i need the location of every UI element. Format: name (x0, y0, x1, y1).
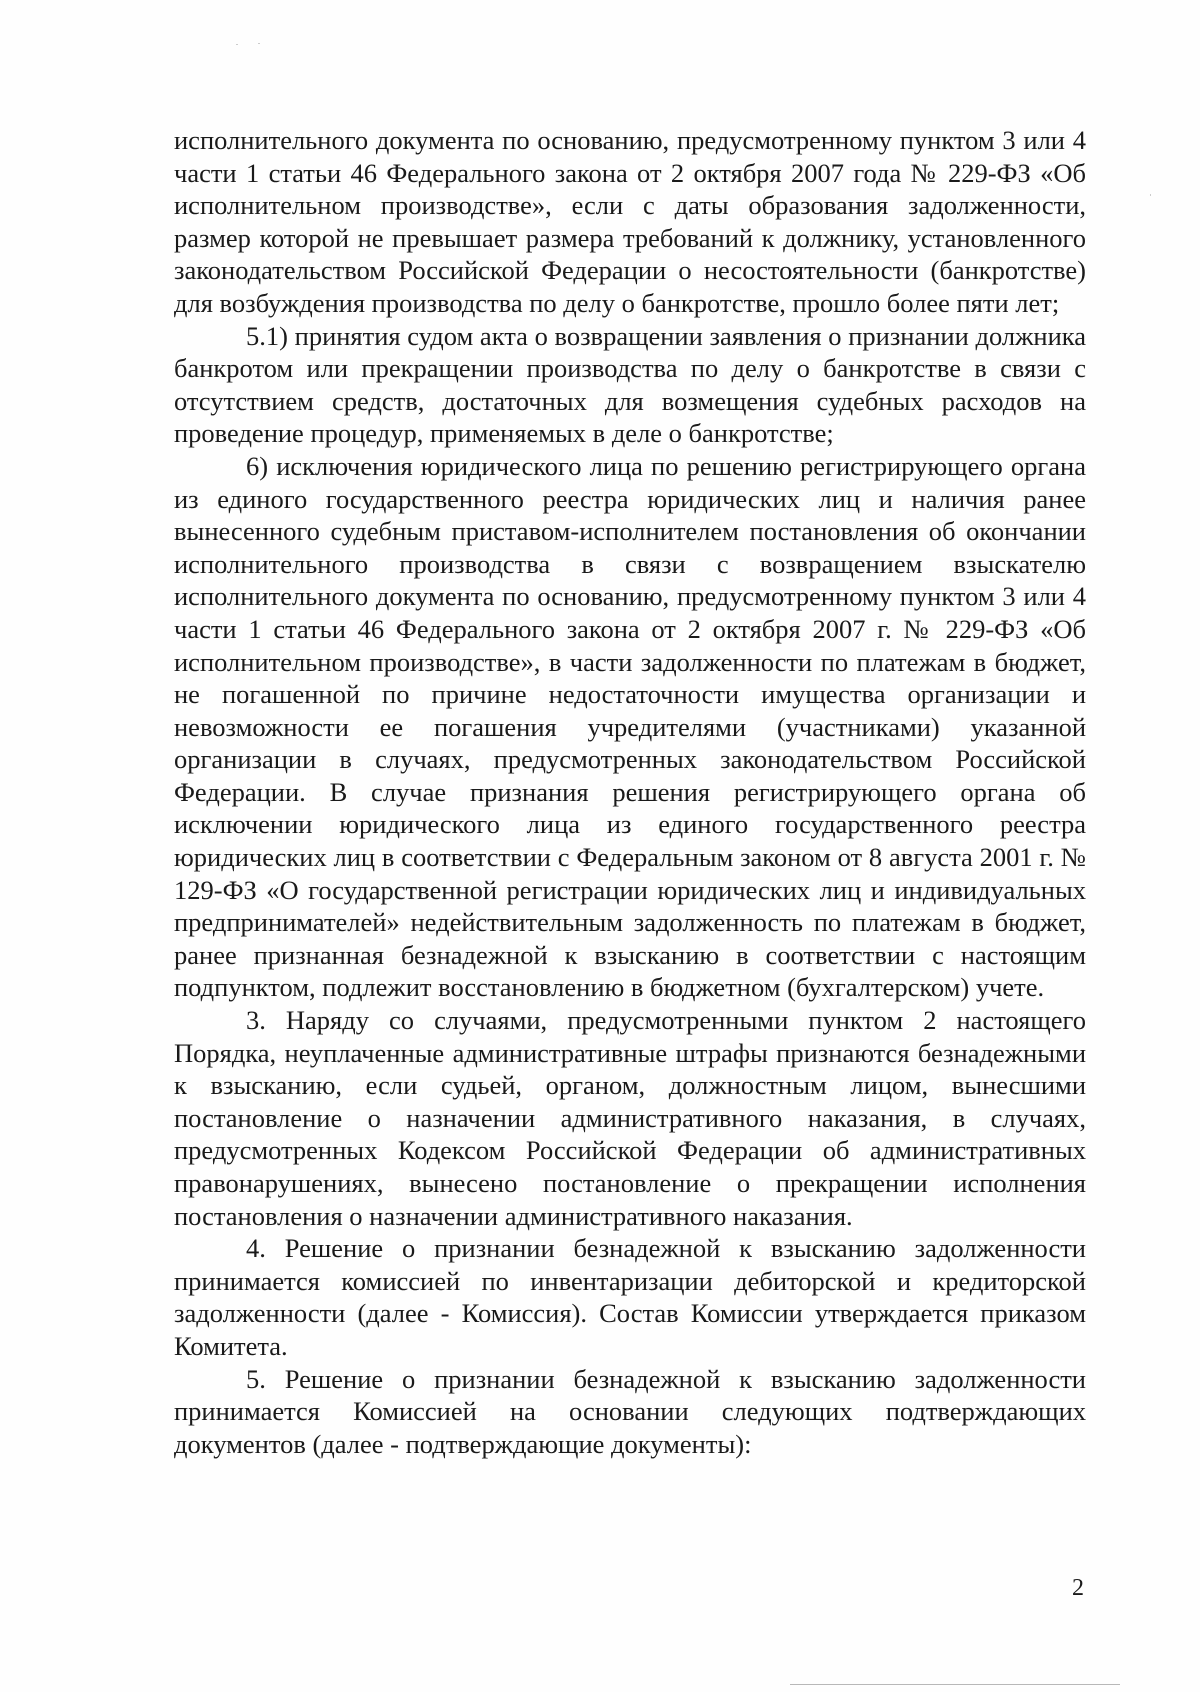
paragraph-item-5-1: 5.1) принятия судом акта о возвращении заявления о признании должника банкротом или прекращении производства по делу о банкротстве в связи с отсутствием средств, достаточных для возмещения судебных расходов на проведение процедур, применяемых в деле о банкротстве; (174, 320, 1086, 449)
paragraph-section-3: 3. Наряду со случаями, предусмотренными пунктом 2 настоящего Порядка, неуплаченные административные штрафы признаются безнадежными к взысканию, если судьей, органом, должностным лицом, вынесшими постановление о назначении административного наказания, в случаях, предусмотренных Кодексом Российской Федерации об административных правонарушениях, вынесено постановление о прекращении исполнения постановления о назначении административного наказания. (174, 1005, 1086, 1231)
document-body (174, 124, 1086, 1460)
page-number: 2 (1072, 1575, 1084, 1601)
paragraph-section-5: 5. Решение о признании безнадежной к взысканию задолженности принимается Комиссией на основании следующих подтверждающих документов (далее - подтверждающие документы): (174, 1363, 1086, 1459)
paragraph-continuation: исполнительного документа по основанию, предусмотренному пунктом 3 или 4 части 1 статьи 46 Федерального закона от 2 октября 2007 года № 229-ФЗ «Об исполнительном производстве», если с даты образования задолженности, размер которой не превышает размера требований к должнику, установленного законодательством Российской Федерации о несостоятельности (банкротстве) для возбуждения производства по делу о банкротстве, прошло более пяти лет; (174, 125, 1086, 318)
scan-edge-line (790, 1684, 1120, 1685)
scan-speck (258, 43, 260, 44)
scan-speck (236, 44, 238, 45)
paragraph-section-4: 4. Решение о признании безнадежной к взысканию задолженности принимается комиссией по инвентаризации дебиторской и кредиторской задолженности (далее - Комиссия). Состав Комиссии утверждается приказом Комитета. (174, 1233, 1086, 1361)
scan-speck (1150, 194, 1151, 196)
paragraph-item-6: 6) исключения юридического лица по решению регистрирующего органа из единого государственного реестра юридических лиц и наличия ранее вынесенного судебным приставом-исполнителем постановления об окончании исполнительного производства в связи с возвращением взыскателю исполнительного документа по основанию, предусмотренному пунктом 3 или 4 части 1 статьи 46 Федерального закона от 2 октября 2007 г. № 229-ФЗ «Об исполнительном производстве», в части задолженности по платежам в бюджет, не погашенной по причине недостаточности имущества организации и невозможности ее погашения учредителями (участниками) указанной организации в случаях, предусмотренных законодательством Российской Федерации. В случае признания решения регистрирующего органа об исключении юридического лица из единого государственного реестра юридических лиц в соответствии с Федеральным законом от 8 августа 2001 г. № 129-ФЗ «О государственной регистрации юридических лиц и индивидуальных предпринимателей» недействительным задолженность по платежам в бюджет, ранее признанная безнадежной к взысканию в соответствии с настоящим подпунктом, подлежит восстановлению в бюджетном (бухгалтерском) учете. (174, 450, 1086, 1003)
